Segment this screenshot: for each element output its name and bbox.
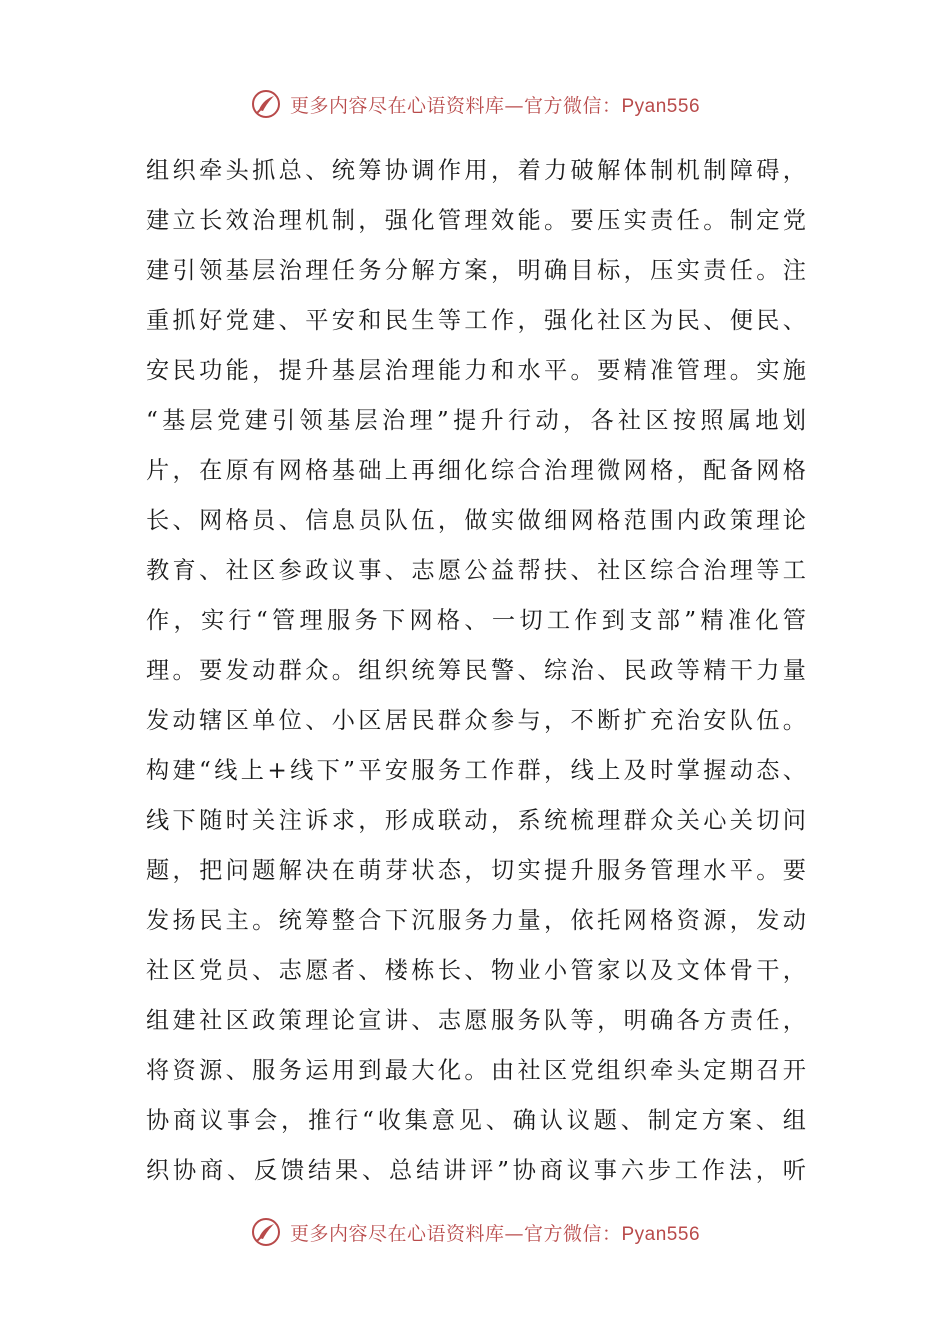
pen-swirl-logo-icon: [250, 88, 282, 120]
text-line: 线下随时关注诉求，形成联动，系统梳理群众关心关切问: [146, 807, 806, 834]
watermark-text: 更多内容尽在心语资料库—官方微信：Pyan556: [289, 94, 701, 117]
text-line: 将资源、服务运用到最大化。由社区党组织牵头定期召开: [146, 1057, 806, 1084]
text-line: 构建“线上+线下”平安服务工作群，线上及时掌握动态、: [146, 757, 806, 784]
text-line: 片，在原有网格基础上再细化综合治理微网格，配备网格: [146, 457, 806, 484]
document-body: [146, 146, 806, 1196]
text-line: 长、网格员、信息员队伍，做实做细网格范围内政策理论: [146, 507, 806, 534]
text-line: 重抓好党建、平安和民生等工作，强化社区为民、便民、: [146, 307, 806, 334]
text-line: 理。要发动群众。组织统筹民警、综治、民政等精干力量: [146, 657, 806, 684]
text-line: 作，实行“管理服务下网格、一切工作到支部”精准化管: [146, 607, 806, 634]
footer-watermark: [0, 1212, 950, 1252]
text-line: 组建社区政策理论宣讲、志愿服务队等，明确各方责任，: [146, 1007, 806, 1034]
text-line: 教育、社区参政议事、志愿公益帮扶、社区综合治理等工: [146, 557, 806, 584]
text-line: 发扬民主。统筹整合下沉服务力量，依托网格资源，发动: [146, 907, 806, 934]
watermark-text: 更多内容尽在心语资料库—官方微信：Pyan556: [289, 1222, 701, 1245]
text-line: 织协商、反馈结果、总结讲评”协商议事六步工作法，听: [146, 1157, 806, 1184]
text-line: 建引领基层治理任务分解方案，明确目标，压实责任。注: [146, 257, 806, 284]
text-line: 建立长效治理机制，强化管理效能。要压实责任。制定党: [146, 207, 806, 234]
text-line: 安民功能，提升基层治理能力和水平。要精准管理。实施: [146, 357, 806, 384]
text-line: 协商议事会，推行“收集意见、确认议题、制定方案、组: [146, 1107, 806, 1134]
text-line: “基层党建引领基层治理”提升行动，各社区按照属地划: [146, 407, 806, 434]
text-line: 发动辖区单位、小区居民群众参与，不断扩充治安队伍。: [146, 707, 806, 734]
text-line: 社区党员、志愿者、楼栋长、物业小管家以及文体骨干，: [146, 957, 806, 984]
text-line: 组织牵头抓总、统筹协调作用，着力破解体制机制障碍，: [146, 157, 806, 184]
header-watermark: [0, 84, 950, 124]
text-line: 题，把问题解决在萌芽状态，切实提升服务管理水平。要: [146, 857, 806, 884]
pen-swirl-logo-icon: [250, 1216, 282, 1248]
